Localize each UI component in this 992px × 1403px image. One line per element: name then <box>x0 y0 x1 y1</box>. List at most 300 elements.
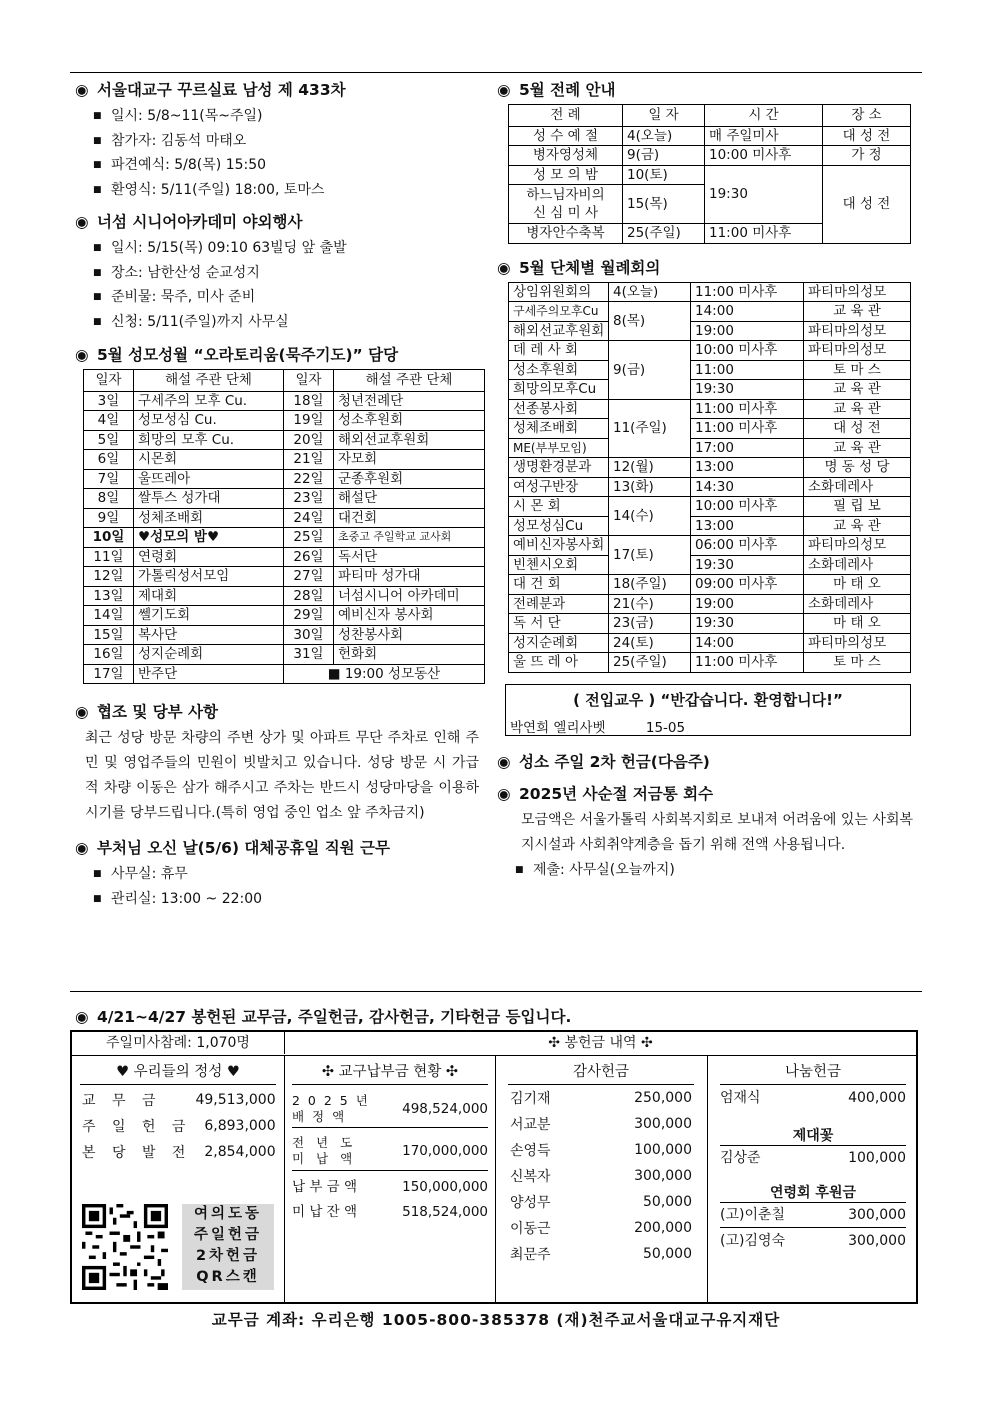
table-cell: 11일 <box>84 547 134 567</box>
table-row <box>509 594 911 614</box>
table-row <box>84 450 485 470</box>
table-cell: 9일 <box>84 508 134 528</box>
table-row <box>84 567 485 587</box>
table-cell: 50,000 <box>643 1246 692 1262</box>
list-item: ■ 참가자: 김동석 마태오 <box>93 129 487 154</box>
table-cell: 13(화) <box>609 477 691 497</box>
district-label: 전 년 도 미 납 액 <box>292 1135 357 1166</box>
qr-code-icon[interactable] <box>82 1204 168 1290</box>
table-row <box>509 516 911 536</box>
table-row <box>509 321 911 341</box>
table-header: 해설 주관 단체 <box>134 370 284 392</box>
table-cell: 5일 <box>84 430 134 450</box>
table-cell: 생명환경분과 <box>509 458 609 478</box>
account-info: 교무금 계좌: 우리은행 1005-800-385378 (재)천주교서울대교구유지재단 <box>211 1311 781 1329</box>
table-cell: 성 모 의 밤 <box>509 165 623 185</box>
table-row <box>509 536 911 556</box>
table-cell: 주 일 헌 금 <box>82 1119 192 1135</box>
table-row <box>84 528 485 548</box>
table-cell: 13:00 <box>691 458 804 478</box>
table-cell: 매 주일미사 <box>705 126 823 146</box>
offerings-box <box>70 1030 918 1304</box>
table-cell: 14(수) <box>609 497 691 536</box>
table-cell: 예비신자 봉사회 <box>334 606 485 626</box>
sharing-title: 나눔헌금 <box>720 1060 906 1085</box>
table-cell: 성찬봉사회 <box>334 625 485 645</box>
table-cell: 이동근 <box>510 1221 551 1237</box>
table-cell: 울뜨레아 <box>134 469 284 489</box>
table-row <box>80 1113 278 1139</box>
table-cell: 4일 <box>84 411 134 431</box>
table-cell: 49,513,000 <box>195 1092 276 1108</box>
oratorium-title: ◉ 5월 성모성월 “오라토리움(묵주기도)” 담당 <box>75 346 399 364</box>
table-cell: 초중고 주일학교 교사회 <box>334 528 485 548</box>
table-cell: 상임위원회의 <box>509 282 609 302</box>
cooperation-title: ◉ 협조 및 당부 사항 <box>75 703 219 721</box>
list-item: (고)김영숙 300,000 <box>720 1227 906 1254</box>
section-bullet-icon: ◉ <box>497 784 511 803</box>
table-cell: 17일 <box>84 664 134 684</box>
table-cell: 25(주일) <box>609 653 691 673</box>
table-row <box>84 606 485 626</box>
table-header: 일 자 <box>623 105 705 127</box>
table-cell: 19:30 <box>705 165 823 224</box>
table-cell: 09:00 미사후 <box>691 575 804 595</box>
table-cell: 대 성 전 <box>823 165 911 243</box>
table-row <box>509 399 911 419</box>
thanks-table <box>508 1085 694 1267</box>
table-cell: 13:00 <box>691 516 804 536</box>
table-cell: 19:00 <box>691 321 804 341</box>
table-cell: 소화데레사 <box>804 555 911 575</box>
district-label: 납 부 금 액 <box>292 1179 358 1195</box>
table-cell: 12(월) <box>609 458 691 478</box>
district-title: ✣ 교구납부금 현황 ✣ <box>292 1060 488 1085</box>
table-row <box>84 547 485 567</box>
table-cell: 가 정 <box>823 146 911 166</box>
table-cell: 3일 <box>84 391 134 411</box>
table-row <box>80 1139 278 1165</box>
table-cell: 23일 <box>284 489 334 509</box>
table-cell: 군종후원회 <box>334 469 485 489</box>
table-cell: 헌화회 <box>334 645 485 665</box>
list-item: ■ 사무실: 휴무 <box>93 862 487 887</box>
table-cell <box>509 185 623 224</box>
other-offerings <box>720 1060 906 1254</box>
thanks-title: 감사헌금 <box>508 1060 694 1085</box>
table-cell: 29일 <box>284 606 334 626</box>
table-cell: 200,000 <box>634 1220 692 1236</box>
list-item: 김상준 100,000 <box>720 1145 906 1170</box>
table-cell: 50,000 <box>643 1194 692 1210</box>
table-cell: 7일 <box>84 469 134 489</box>
top-rule <box>70 72 922 73</box>
table-row <box>509 458 911 478</box>
buddha-title: ◉ 부처님 오신 날(5/6) 대체공휴일 직원 근무 <box>75 839 390 857</box>
table-row <box>80 1087 278 1113</box>
our-table <box>80 1087 278 1165</box>
column-divider <box>284 1055 285 1302</box>
second-collection-section <box>497 750 912 772</box>
lent-title: ◉ 2025년 사순절 저금통 회수 <box>497 784 714 803</box>
right-column <box>497 78 912 882</box>
table-cell: 복사단 <box>134 625 284 645</box>
table-row <box>84 664 485 684</box>
table-cell: 희망의 모후 Cu. <box>134 430 284 450</box>
district-value: 150,000,000 <box>402 1179 488 1195</box>
table-row <box>84 508 485 528</box>
table-row <box>84 586 485 606</box>
table-row <box>508 1163 694 1189</box>
table-cell: 300,000 <box>634 1168 692 1184</box>
list-item: ■ 준비물: 묵주, 미사 준비 <box>93 285 487 310</box>
table-row <box>509 360 911 380</box>
table-row <box>509 341 911 361</box>
table-cell: 4(오늘) <box>609 282 691 302</box>
oratorium-table <box>83 369 485 684</box>
liturgy-title: ◉ 5월 전례 안내 <box>497 81 616 99</box>
table-cell: 구세주의 모후 Cu. <box>134 391 284 411</box>
table-cell: 10일 <box>84 528 134 548</box>
table-cell: 4(오늘) <box>623 126 705 146</box>
oratorium-section <box>75 343 487 684</box>
table-cell: 11:00 미사후 <box>691 653 804 673</box>
table-row <box>84 645 485 665</box>
list-item: (고)이춘칠 300,000 <box>720 1202 906 1227</box>
table-cell: 25일 <box>284 528 334 548</box>
table-cell: 19:00 <box>691 594 804 614</box>
table-row <box>508 1241 694 1267</box>
table-row <box>509 282 911 302</box>
table-row <box>509 438 911 458</box>
district-label: 미 납 잔 액 <box>292 1204 358 1220</box>
table-row <box>84 469 485 489</box>
table-cell: 12일 <box>84 567 134 587</box>
list-item: ■ 파견예식: 5/8(목) 15:50 <box>93 153 487 178</box>
section-bullet-icon: ◉ <box>497 258 511 277</box>
table-cell: 성모성심Cu <box>509 516 609 536</box>
middle-rule <box>70 991 922 992</box>
section-bullet-icon: ◉ <box>75 213 89 231</box>
table-cell: 10(토) <box>623 165 705 185</box>
meetings-section <box>497 256 912 673</box>
table-row <box>509 419 911 439</box>
table-cell: 필 립 보 <box>804 497 911 517</box>
list-item: ■ 신청: 5/11(주일)까지 사무실 <box>93 310 487 335</box>
table-cell: 24일 <box>284 508 334 528</box>
table-cell: 14일 <box>84 606 134 626</box>
table-header: 장 소 <box>823 105 911 127</box>
qr-line: 여의도동 <box>193 1206 263 1222</box>
table-cell: 성소후원회 <box>509 360 609 380</box>
lent-section <box>497 782 912 883</box>
table-cell: 19:30 <box>691 380 804 400</box>
table-cell: 11:00 미사후 <box>691 399 804 419</box>
table-row <box>84 489 485 509</box>
table-cell: 해외선교후원회 <box>509 321 609 341</box>
yeon-title: 연령회 후원금 <box>769 1185 857 1201</box>
table-cell: 희망의모후Cu <box>509 380 609 400</box>
district-row <box>292 1199 488 1225</box>
table-cell: 파티마의성모 <box>804 282 911 302</box>
table-cell: 토 마 스 <box>804 360 911 380</box>
table-row <box>84 391 485 411</box>
table-cell: 반주단 <box>134 664 284 684</box>
table-cell: 19일 <box>284 411 334 431</box>
table-cell: 25(주일) <box>623 224 705 244</box>
district-value: 170,000,000 <box>402 1143 488 1159</box>
table-cell: 연령회 <box>134 547 284 567</box>
cooperation-section <box>75 700 487 826</box>
table-row <box>508 1189 694 1215</box>
table-cell: 쌀투스 성가대 <box>134 489 284 509</box>
table-cell: 마 태 오 <box>804 575 911 595</box>
table-cell: 울 뜨 레 아 <box>509 653 609 673</box>
table-cell: 9(금) <box>609 341 691 400</box>
table-cell: 교 육 관 <box>804 438 911 458</box>
table-cell: 성모성심 Cu. <box>134 411 284 431</box>
table-header: 전 례 <box>509 105 623 127</box>
table-row <box>509 575 911 595</box>
left-column <box>75 78 487 911</box>
table-cell: 독 서 단 <box>509 614 609 634</box>
header-divider <box>72 1055 916 1056</box>
section-bullet-icon: ◉ <box>497 752 511 771</box>
table-cell: 성소후원회 <box>334 411 485 431</box>
table-cell: 본 당 발 전 <box>82 1145 192 1161</box>
flowers-title: 제대꽃 <box>792 1128 834 1144</box>
table-cell: 대 성 전 <box>804 419 911 439</box>
table-cell: 11:00 미사후 <box>691 419 804 439</box>
table-cell: 8일 <box>84 489 134 509</box>
table-cell: 8(목) <box>609 302 691 341</box>
table-cell: 전례분과 <box>509 594 609 614</box>
table-cell: 11(주일) <box>609 399 691 458</box>
table-cell: 병자영성체 <box>509 146 623 166</box>
table-cell: 20일 <box>284 430 334 450</box>
table-row <box>509 614 911 634</box>
table-cell: ■ 19:00 성모동산 <box>284 664 485 684</box>
table-cell: 17(토) <box>609 536 691 575</box>
academy-title: ◉ 너섬 시니어아카데미 야외행사 <box>75 213 303 231</box>
table-cell: 선종봉사회 <box>509 399 609 419</box>
table-row <box>84 430 485 450</box>
table-row <box>509 165 911 185</box>
table-row <box>509 497 911 517</box>
table-cell: 18일 <box>284 391 334 411</box>
table-cell: 쎌기도회 <box>134 606 284 626</box>
table-row <box>509 126 911 146</box>
table-cell: 여성구반장 <box>509 477 609 497</box>
table-cell: 신복자 <box>510 1169 551 1185</box>
offerings-title: ◉ 4/21~4/27 봉헌된 교무금, 주일헌금, 감사헌금, 기타헌금 등입니다. <box>75 1008 572 1026</box>
list-item: ■ 관리실: 13:00 ~ 22:00 <box>93 887 487 912</box>
table-cell: ME(부부모임) <box>509 438 609 458</box>
table-cell: 파티마의성모 <box>804 536 911 556</box>
table-cell: 해외선교후원회 <box>334 430 485 450</box>
table-cell: 24(토) <box>609 633 691 653</box>
table-cell: 300,000 <box>634 1116 692 1132</box>
second-collection-title: ◉ 성소 주일 2차 헌금(다음주) <box>497 752 710 771</box>
district-row <box>292 1132 488 1171</box>
district-row <box>292 1175 488 1199</box>
table-cell: 26일 <box>284 547 334 567</box>
table-cell: 시 몬 회 <box>509 497 609 517</box>
table-cell: 너섬시니어 아카데미 <box>334 586 485 606</box>
section-bullet-icon: ◉ <box>497 81 511 99</box>
table-cell: 가톨릭성서모임 <box>134 567 284 587</box>
table-cell: 자모회 <box>334 450 485 470</box>
liturgy-section <box>497 78 912 244</box>
table-row <box>508 1215 694 1241</box>
table-row <box>509 653 911 673</box>
liturgy-table <box>508 104 911 244</box>
table-row <box>508 1137 694 1163</box>
table-row <box>509 555 911 575</box>
table-cell: 독서단 <box>334 547 485 567</box>
cursillo-title: ◉ 서울대교구 꾸르실료 남성 제 433차 <box>75 81 346 99</box>
section-bullet-icon: ◉ <box>75 81 89 99</box>
meetings-table <box>508 282 911 673</box>
table-cell: 대 건 회 <box>509 575 609 595</box>
cell-line: 신 심 미 사 <box>532 205 599 221</box>
cell-line: 하느님자비의 <box>526 187 605 203</box>
table-cell: 10:00 미사후 <box>691 497 804 517</box>
table-cell: 마 태 오 <box>804 614 911 634</box>
list-item: ■ 장소: 남한산성 순교성지 <box>93 261 487 286</box>
table-row <box>84 625 485 645</box>
qr-line: 주일헌금 <box>193 1227 263 1243</box>
list-item: ■ 일시: 5/15(목) 09:10 63빌딩 앞 출발 <box>93 236 487 261</box>
column-divider <box>495 1055 496 1302</box>
table-cell: 16일 <box>84 645 134 665</box>
table-cell: 14:00 <box>691 302 804 322</box>
table-cell: 교 육 관 <box>804 399 911 419</box>
table-header: 해설 주관 단체 <box>334 370 485 392</box>
district-value: 498,524,000 <box>402 1101 488 1117</box>
meetings-title: ◉ 5월 단체별 월례회의 <box>497 258 661 277</box>
table-cell: 11:00 미사후 <box>705 224 823 244</box>
table-cell: 10:00 미사후 <box>691 341 804 361</box>
table-cell: 18(주일) <box>609 575 691 595</box>
cursillo-section <box>75 78 487 202</box>
table-cell: 파티마의성모 <box>804 341 911 361</box>
table-cell: 9(금) <box>623 146 705 166</box>
academy-section <box>75 210 487 334</box>
table-cell: 파티마 성가대 <box>334 567 485 587</box>
table-row <box>509 302 911 322</box>
table-cell: 11:00 미사후 <box>691 282 804 302</box>
table-cell: 23(금) <box>609 614 691 634</box>
table-cell: 성지순례회 <box>134 645 284 665</box>
table-cell: 27일 <box>284 567 334 587</box>
table-cell: 교 육 관 <box>804 516 911 536</box>
table-cell: 토 마 스 <box>804 653 911 673</box>
list-item: ■ 일시: 5/8~11(목~주일) <box>93 104 487 129</box>
table-cell: 19:30 <box>691 555 804 575</box>
table-cell: 19:30 <box>691 614 804 634</box>
table-cell: 소화데레사 <box>804 594 911 614</box>
buddha-section <box>75 836 487 911</box>
table-cell: 김기재 <box>510 1091 551 1107</box>
list-item: ■ 제출: 사무실(오늘까지) <box>515 858 912 883</box>
table-cell: 30일 <box>284 625 334 645</box>
table-row <box>509 633 911 653</box>
district-label: 2 0 2 5 년 배 정 액 <box>292 1093 370 1124</box>
welcome-box <box>505 684 911 736</box>
offering-details-header: ✣ 봉헌금 내역 ✣ <box>548 1035 653 1051</box>
table-cell: 21일 <box>284 450 334 470</box>
district-value: 518,524,000 <box>402 1204 488 1220</box>
table-cell: 성 수 예 절 <box>509 126 623 146</box>
welcome-title: ( 전입교우 ) “반갑습니다. 환영합니다!” <box>573 690 843 709</box>
table-row <box>508 1085 694 1111</box>
our-offerings <box>80 1060 276 1165</box>
table-cell: 서교분 <box>510 1117 551 1133</box>
table-cell: 06:00 미사후 <box>691 536 804 556</box>
table-row <box>509 380 911 400</box>
table-cell: 시몬회 <box>134 450 284 470</box>
table-cell: 250,000 <box>634 1090 692 1106</box>
table-cell: 100,000 <box>634 1142 692 1158</box>
table-cell: 교 육 관 <box>804 302 911 322</box>
table-cell: 양성무 <box>510 1195 551 1211</box>
table-cell: 파티마의성모 <box>804 633 911 653</box>
table-cell: 21(수) <box>609 594 691 614</box>
table-cell: 11:00 <box>691 360 804 380</box>
thanks-offerings <box>508 1060 694 1267</box>
table-cell: 31일 <box>284 645 334 665</box>
table-row <box>509 477 911 497</box>
welcome-name: 박연희 엘리사벳 <box>510 719 606 736</box>
table-cell: 파티마의성모 <box>804 321 911 341</box>
table-cell: 병자안수축복 <box>509 224 623 244</box>
table-cell: 손영득 <box>510 1143 551 1159</box>
table-header: 일자 <box>284 370 334 392</box>
table-cell: 성지순례회 <box>509 633 609 653</box>
table-cell: 10:00 미사후 <box>705 146 823 166</box>
table-cell: 제대회 <box>134 586 284 606</box>
table-cell: 15(목) <box>623 185 705 224</box>
table-cell: 성체조배회 <box>134 508 284 528</box>
qr-line: QR스캔 <box>196 1269 260 1285</box>
offerings-section <box>75 1005 920 1031</box>
welcome-code: 15-05 <box>645 719 686 736</box>
section-bullet-icon: ◉ <box>75 346 89 364</box>
table-cell: 교 무 금 <box>82 1093 162 1109</box>
table-header: 시 간 <box>705 105 823 127</box>
table-cell: 6,893,000 <box>204 1118 276 1134</box>
attendance: 주일미사참례: 1,070명 <box>72 1032 285 1054</box>
table-cell: 17:00 <box>691 438 804 458</box>
table-cell: 대 성 전 <box>823 126 911 146</box>
table-header: 일자 <box>84 370 134 392</box>
table-cell: 최문주 <box>510 1247 551 1263</box>
qr-line: 2차헌금 <box>195 1248 261 1264</box>
table-cell: 소화데레사 <box>804 477 911 497</box>
our-title: ♥ 우리들의 정성 ♥ <box>80 1060 276 1085</box>
table-cell: 대건회 <box>334 508 485 528</box>
table-cell: 빈첸시오회 <box>509 555 609 575</box>
table-cell: 해설단 <box>334 489 485 509</box>
section-bullet-icon: ◉ <box>75 1008 89 1026</box>
table-row <box>84 411 485 431</box>
table-cell: 구세주의모후Cu <box>509 302 609 322</box>
table-cell: 14:30 <box>691 477 804 497</box>
lent-text: 모금액은 서울가톨릭 사회복지회로 보내져 어려움에 있는 사회복지시설과 사회취약계층을 돕기 위해 전액 사용됩니다. <box>521 811 913 853</box>
table-cell: 28일 <box>284 586 334 606</box>
section-bullet-icon: ◉ <box>75 839 89 857</box>
